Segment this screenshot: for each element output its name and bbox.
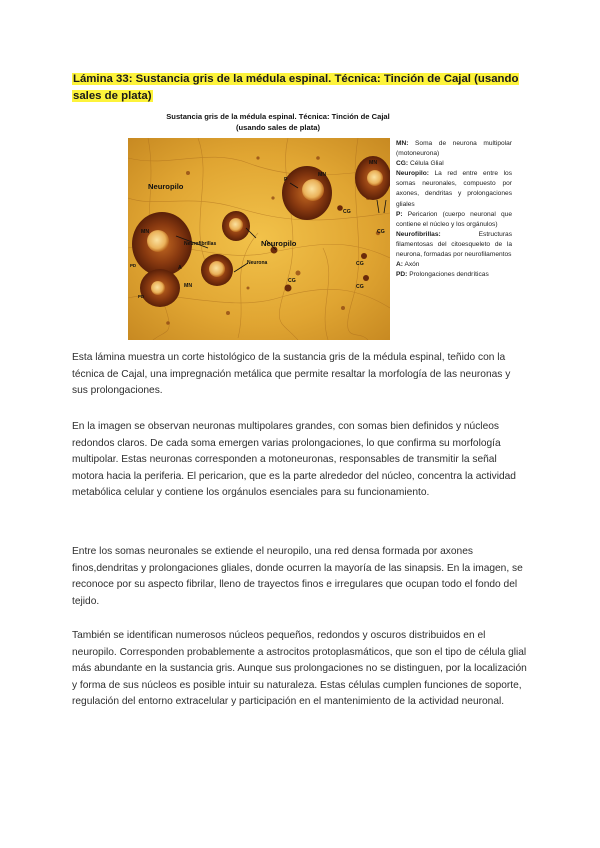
figure-legend: [396, 139, 512, 280]
paragraph-neurons: En la imagen se observan neuronas multipolares grandes, con somas bien definidos y núcleos redondos claros. De cada soma emergen varias prolongaciones, lo que confirma su morfología multipolar. Estas neuronas corresponden a motoneuronas, responsables de transmitir la señal motora hacia la periferia. El pericarion, que es la parte alrededor del núcleo, concentra la actividad metabólica celular y contiene los orgánulos esenciales para su funcionamiento.: [72, 421, 516, 499]
label-cg-5: CG: [377, 229, 385, 235]
label-a: A: [178, 265, 182, 271]
legend-item: PD: Prolongaciones dendríticas: [396, 271, 489, 279]
soma-left-lower: [140, 269, 180, 307]
soma-center-small: [222, 211, 250, 241]
label-mn-1: MN: [141, 229, 150, 235]
figure-caption: [128, 111, 428, 133]
legend-item: Neuropilo: La red entre entre los somas neuronales, compuesto por axones, dendritas y prolongaciones gliales: [396, 170, 512, 208]
figure-caption-line2: (usando sales de plata): [236, 123, 320, 132]
figure-caption-line1: Sustancia gris de la médula espinal. Técnica: Tinción de Cajal: [166, 112, 390, 121]
legend-item: Neurofibrillas: Estructuras filamentosas del citoesqueleto de la neurona, formadas por neurofilamentos: [396, 230, 512, 259]
label-cg-4: CG: [343, 209, 351, 215]
label-mn-3: MN: [318, 172, 327, 178]
soma-neurona: [201, 254, 233, 286]
paragraph-glia: También se identifican numerosos núcleos pequeños, redondos y oscuros distribuidos en el neuropilo. Corresponden probablemente a astrocitos protoplasmáticos, que son el tipo de célula glial más abundante en la sustancia gris. Aunque sus prolongaciones no se distinguen, por la localización y forma de sus núcleos es posible intuir su naturaleza. Estas células cumplen funciones de soporte, regulación del entorno extracelular y participación en el mantenimiento de la actividad neuronal.: [72, 630, 527, 708]
label-pd-1: PD: [130, 263, 137, 268]
micrograph-image: [128, 138, 390, 340]
legend-item: A: Axón: [396, 261, 420, 269]
label-neuropilo-center: Neuropilo: [261, 239, 297, 248]
label-neurofibrillas: Neurofibrillas: [184, 241, 217, 247]
label-neurona: Neurona: [247, 260, 268, 266]
legend-item: MN: Soma de neurona multipolar (motoneurona): [396, 140, 512, 158]
label-cg-2: CG: [356, 261, 364, 267]
label-pd-2: PD: [138, 294, 145, 299]
label-cg-3: CG: [356, 284, 364, 290]
label-cg-1: CG: [288, 278, 296, 284]
page-title: [72, 71, 532, 105]
title-highlight: Lámina 33: Sustancia gris de la médula espinal. Técnica: Tinción de Cajal (usando sales de plata): [73, 73, 519, 102]
label-mn-2: MN: [184, 283, 193, 289]
paragraph-neuropil: Entre los somas neuronales se extiende el neuropilo, una red densa formada por axones finos,dendritas y prolongaciones gliales, donde ocurren la mayoría de las sinapsis. En la imagen, se reconoce por su aspecto fibrilar, lleno de trayectos finos e irregulares que ocupan todo el fondo del tejido.: [72, 546, 523, 607]
soma-left-mn: [132, 212, 192, 276]
paragraph-intro: Esta lámina muestra un corte histológico de la sustancia gris de la médula espinal, teñido con la técnica de Cajal, una impregnación metálica que permite resaltar la morfología de las neuronas y sus prolongaciones.: [72, 352, 511, 397]
label-neuropilo-left: Neuropilo: [148, 182, 184, 191]
legend-item: P: Pericarion (cuerpo neuronal que contiene el núcleo y los orgánulos): [396, 210, 512, 228]
label-p: P: [284, 177, 288, 183]
legend-item: CG: Célula Glial: [396, 160, 444, 168]
label-mn-4: MN: [369, 160, 378, 166]
